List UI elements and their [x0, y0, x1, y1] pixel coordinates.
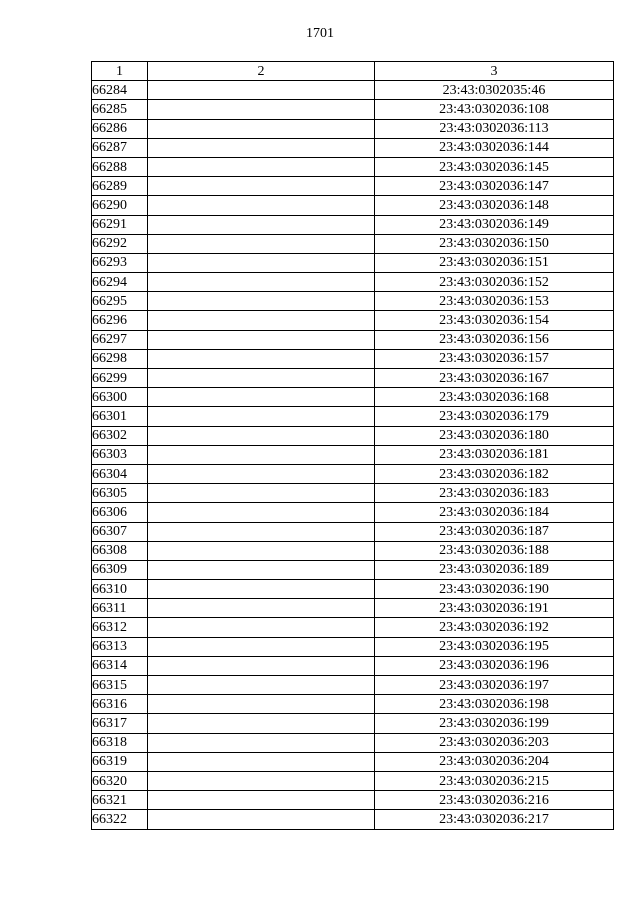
row-number-cell: 66291: [92, 215, 148, 234]
cadastral-number-cell: 23:43:0302036:217: [375, 810, 614, 829]
table-row: [92, 656, 614, 675]
row-number-cell: 66317: [92, 714, 148, 733]
row-number-cell: 66289: [92, 177, 148, 196]
row-name-cell: [148, 407, 375, 426]
table-row: [92, 81, 614, 100]
table-row: [92, 369, 614, 388]
table-row: [92, 599, 614, 618]
row-name-cell: [148, 484, 375, 503]
table-row: [92, 541, 614, 560]
cadastral-number-cell: 23:43:0302036:216: [375, 791, 614, 810]
cadastral-number-cell: 23:43:0302036:191: [375, 599, 614, 618]
table-header: [92, 62, 614, 81]
row-name-cell: [148, 234, 375, 253]
row-number-cell: 66298: [92, 349, 148, 368]
table-row: [92, 349, 614, 368]
table-row: [92, 273, 614, 292]
row-number-cell: 66287: [92, 138, 148, 157]
cadastral-number-cell: 23:43:0302036:113: [375, 119, 614, 138]
row-number-cell: 66284: [92, 81, 148, 100]
row-number-cell: 66293: [92, 253, 148, 272]
table-row: [92, 445, 614, 464]
row-number-cell: 66286: [92, 119, 148, 138]
table-row: [92, 560, 614, 579]
cadastral-number-cell: 23:43:0302036:197: [375, 676, 614, 695]
table-row: [92, 215, 614, 234]
row-name-cell: [148, 503, 375, 522]
cadastral-number-cell: 23:43:0302036:153: [375, 292, 614, 311]
table-row: [92, 407, 614, 426]
row-name-cell: [148, 695, 375, 714]
page-number: 1701: [306, 26, 334, 41]
row-number-cell: 66309: [92, 560, 148, 579]
row-number-cell: 66294: [92, 273, 148, 292]
cadastral-number-cell: 23:43:0302036:147: [375, 177, 614, 196]
header-col-3: 3: [375, 62, 614, 81]
cadastral-number-cell: 23:43:0302036:156: [375, 330, 614, 349]
cadastral-number-cell: 23:43:0302036:198: [375, 695, 614, 714]
row-name-cell: [148, 637, 375, 656]
row-number-cell: 66297: [92, 330, 148, 349]
row-name-cell: [148, 349, 375, 368]
row-name-cell: [148, 81, 375, 100]
cadastral-number-cell: 23:43:0302036:182: [375, 464, 614, 483]
row-number-cell: 66312: [92, 618, 148, 637]
cadastral-number-cell: 23:43:0302036:145: [375, 157, 614, 176]
cadastral-number-cell: 23:43:0302036:196: [375, 656, 614, 675]
cadastral-number-cell: 23:43:0302036:144: [375, 138, 614, 157]
cadastral-number-cell: 23:43:0302036:215: [375, 771, 614, 790]
row-number-cell: 66292: [92, 234, 148, 253]
cadastral-number-cell: 23:43:0302036:189: [375, 560, 614, 579]
cadastral-number-cell: 23:43:0302036:150: [375, 234, 614, 253]
row-name-cell: [148, 560, 375, 579]
table-row: [92, 580, 614, 599]
row-name-cell: [148, 119, 375, 138]
table-body: [92, 81, 614, 829]
row-name-cell: [148, 580, 375, 599]
row-number-cell: 66320: [92, 771, 148, 790]
cadastral-number-cell: 23:43:0302036:151: [375, 253, 614, 272]
row-name-cell: [148, 388, 375, 407]
row-number-cell: 66296: [92, 311, 148, 330]
cadastral-number-cell: 23:43:0302036:154: [375, 311, 614, 330]
row-number-cell: 66311: [92, 599, 148, 618]
row-number-cell: 66302: [92, 426, 148, 445]
cadastral-number-cell: 23:43:0302036:192: [375, 618, 614, 637]
row-number-cell: 66304: [92, 464, 148, 483]
row-number-cell: 66318: [92, 733, 148, 752]
table-row: [92, 771, 614, 790]
row-name-cell: [148, 522, 375, 541]
row-name-cell: [148, 369, 375, 388]
cadastral-number-cell: 23:43:0302036:152: [375, 273, 614, 292]
table-row: [92, 177, 614, 196]
row-number-cell: 66319: [92, 752, 148, 771]
cadastral-number-cell: 23:43:0302036:157: [375, 349, 614, 368]
row-name-cell: [148, 656, 375, 675]
row-name-cell: [148, 676, 375, 695]
cadastral-number-cell: 23:43:0302036:179: [375, 407, 614, 426]
row-name-cell: [148, 714, 375, 733]
row-number-cell: 66314: [92, 656, 148, 675]
row-number-cell: 66299: [92, 369, 148, 388]
table-row: [92, 618, 614, 637]
row-name-cell: [148, 541, 375, 560]
table-row: [92, 752, 614, 771]
row-name-cell: [148, 215, 375, 234]
cadastral-number-cell: 23:43:0302036:187: [375, 522, 614, 541]
row-number-cell: 66310: [92, 580, 148, 599]
row-name-cell: [148, 330, 375, 349]
row-name-cell: [148, 177, 375, 196]
row-name-cell: [148, 618, 375, 637]
row-number-cell: 66307: [92, 522, 148, 541]
table-row: [92, 100, 614, 119]
cadastral-number-cell: 23:43:0302036:203: [375, 733, 614, 752]
table-row: [92, 695, 614, 714]
table-row: [92, 791, 614, 810]
table-row: [92, 810, 614, 829]
row-number-cell: 66305: [92, 484, 148, 503]
table-row: [92, 637, 614, 656]
table-row: [92, 503, 614, 522]
row-name-cell: [148, 196, 375, 215]
row-number-cell: 66303: [92, 445, 148, 464]
table-row: [92, 196, 614, 215]
row-name-cell: [148, 311, 375, 330]
cadastral-number-cell: 23:43:0302036:184: [375, 503, 614, 522]
row-number-cell: 66288: [92, 157, 148, 176]
cadastral-number-cell: 23:43:0302036:149: [375, 215, 614, 234]
table-row: [92, 292, 614, 311]
row-number-cell: 66316: [92, 695, 148, 714]
cadastral-number-cell: 23:43:0302036:168: [375, 388, 614, 407]
header-col-1: 1: [92, 62, 148, 81]
table-row: [92, 426, 614, 445]
row-name-cell: [148, 464, 375, 483]
table-row: [92, 522, 614, 541]
cadastral-number-cell: 23:43:0302036:190: [375, 580, 614, 599]
cadastral-number-cell: 23:43:0302036:180: [375, 426, 614, 445]
row-number-cell: 66308: [92, 541, 148, 560]
table-row: [92, 311, 614, 330]
row-name-cell: [148, 157, 375, 176]
row-name-cell: [148, 752, 375, 771]
row-number-cell: 66295: [92, 292, 148, 311]
cadastral-number-cell: 23:43:0302036:204: [375, 752, 614, 771]
row-number-cell: 66315: [92, 676, 148, 695]
cadastral-number-cell: 23:43:0302035:46: [375, 81, 614, 100]
table-row: [92, 484, 614, 503]
table-row: [92, 676, 614, 695]
row-number-cell: 66300: [92, 388, 148, 407]
row-name-cell: [148, 273, 375, 292]
row-name-cell: [148, 810, 375, 829]
row-name-cell: [148, 733, 375, 752]
row-number-cell: 66313: [92, 637, 148, 656]
row-number-cell: 66290: [92, 196, 148, 215]
row-name-cell: [148, 292, 375, 311]
row-number-cell: 66306: [92, 503, 148, 522]
cadastral-number-cell: 23:43:0302036:188: [375, 541, 614, 560]
row-name-cell: [148, 100, 375, 119]
table-row: [92, 234, 614, 253]
row-name-cell: [148, 253, 375, 272]
cadastral-number-cell: 23:43:0302036:108: [375, 100, 614, 119]
row-number-cell: 66301: [92, 407, 148, 426]
table-row: [92, 157, 614, 176]
header-row: [92, 62, 614, 81]
table-row: [92, 330, 614, 349]
registry-table: [91, 61, 614, 830]
cadastral-number-cell: 23:43:0302036:199: [375, 714, 614, 733]
row-name-cell: [148, 426, 375, 445]
row-name-cell: [148, 771, 375, 790]
table-row: [92, 253, 614, 272]
cadastral-number-cell: 23:43:0302036:148: [375, 196, 614, 215]
table-row: [92, 714, 614, 733]
row-number-cell: 66285: [92, 100, 148, 119]
cadastral-number-cell: 23:43:0302036:195: [375, 637, 614, 656]
table-row: [92, 733, 614, 752]
header-col-2: 2: [148, 62, 375, 81]
table-row: [92, 388, 614, 407]
row-name-cell: [148, 791, 375, 810]
row-name-cell: [148, 445, 375, 464]
cadastral-number-cell: 23:43:0302036:181: [375, 445, 614, 464]
cadastral-number-cell: 23:43:0302036:183: [375, 484, 614, 503]
table-row: [92, 119, 614, 138]
table-row: [92, 138, 614, 157]
row-name-cell: [148, 138, 375, 157]
row-number-cell: 66321: [92, 791, 148, 810]
cadastral-number-cell: 23:43:0302036:167: [375, 369, 614, 388]
table-row: [92, 464, 614, 483]
row-name-cell: [148, 599, 375, 618]
row-number-cell: 66322: [92, 810, 148, 829]
